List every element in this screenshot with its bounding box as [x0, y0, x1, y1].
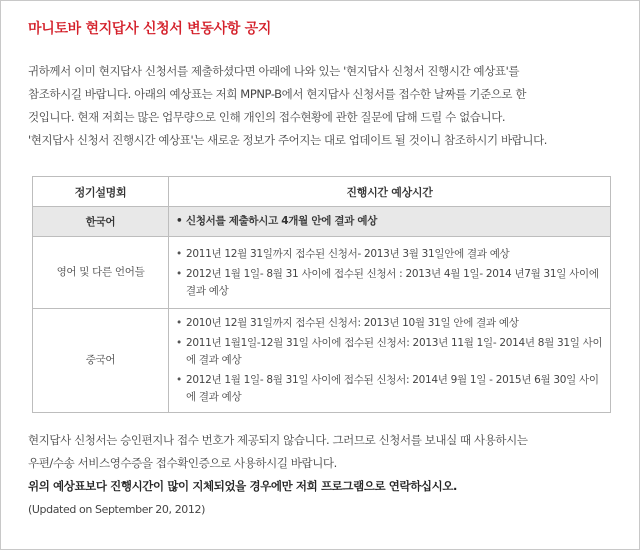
intro-line: 참조하시길 바랍니다. 아래의 예상표는 저희 MPNP-B에서 현지답사 신청서를 접수한 날짜를 기준으로 한: [28, 87, 527, 101]
intro-paragraph: [28, 60, 618, 152]
row-times: [169, 309, 611, 413]
timeline-item: • 2012년 1월 1일- 8월 31일 사이에 접수된 신청서: 2014년 9월 1일 - 2015년 6월 30일 사이에 결과 예상: [186, 372, 603, 406]
notice-title: 마니토바 현지답사 신청서 변동사항 공지: [28, 21, 272, 37]
table-header-row: [33, 177, 611, 207]
intro-line: 귀하께서 이미 현지답사 신청서를 제출하셨다면 아래에 나와 있는 '현지답사 신청서 진행시간 예상표'를: [28, 64, 520, 78]
table-row: [33, 207, 611, 237]
intro-line: '현지답사 신청서 진행시간 예상표'는 새로운 정보가 주어지는 대로 업데이트 될 것이니 참조하시기 바랍니다.: [28, 133, 548, 147]
row-language: 한국어: [33, 207, 169, 237]
row-language: 영어 및 다른 언어들: [33, 237, 169, 309]
footer-line: 현지답사 신청서는 승인편지나 접수 번호가 제공되지 않습니다. 그러므로 신청서를 보내실 때 사용하시는: [28, 433, 528, 447]
timeline-item: • 2011년 1월1일-12월 31일 사이에 접수된 신청서: 2013년 11월 1일- 2014년 8월 31일 사이에 결과 예상: [186, 335, 603, 369]
updated-date: (Updated on September 20, 2012): [28, 503, 205, 516]
timeline-item: • 신청서를 제출하시고 4개월 안에 결과 예상: [186, 213, 603, 230]
column-header-processing-time: 진행시간 예상시간: [169, 177, 611, 207]
timeline-item: • 2012년 1월 1일- 8월 31 사이에 접수된 신청서 : 2013년 4월 1일- 2014 년7월 31일 사이에 결과 예상: [186, 266, 603, 300]
footer-paragraph: [28, 429, 628, 521]
row-times: [169, 237, 611, 309]
timeline-item: • 2010년 12월 31일까지 접수된 신청서: 2013년 10월 31일 안에 결과 예상: [186, 315, 603, 332]
processing-time-table: [32, 176, 611, 413]
column-header-category: 정기설명회: [33, 177, 169, 207]
row-times: [169, 207, 611, 237]
footer-line: 우편/수송 서비스영수증을 접수확인증으로 사용하시길 바랍니다.: [28, 456, 337, 470]
row-language: 중국어: [33, 309, 169, 413]
table-row: [33, 237, 611, 309]
table-row: [33, 309, 611, 413]
timeline-item: • 2011년 12월 31일까지 접수된 신청서- 2013년 3월 31일안에 결과 예상: [186, 246, 603, 263]
contact-notice: 위의 예상표보다 진행시간이 많이 지체되었을 경우에만 저희 프로그램으로 연락하십시오.: [28, 479, 458, 493]
intro-line: 것입니다. 현재 저희는 많은 업무량으로 인해 개인의 접수현황에 관한 질문에 답해 드릴 수 없습니다.: [28, 110, 506, 124]
